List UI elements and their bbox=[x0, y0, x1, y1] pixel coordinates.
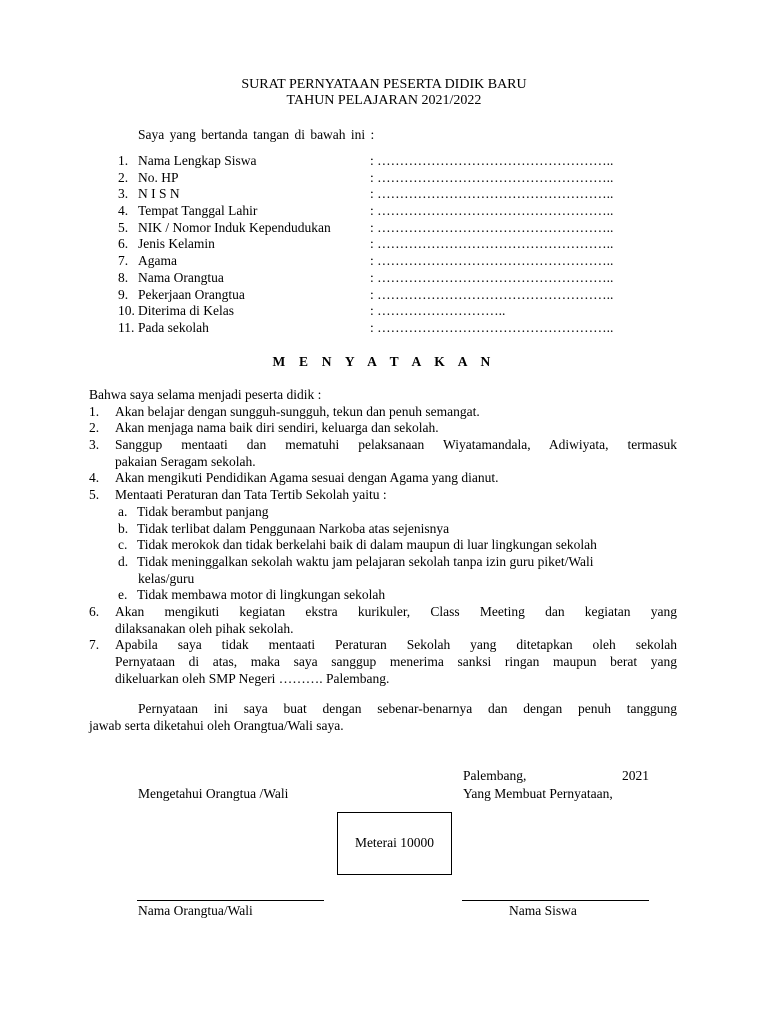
list-item bbox=[89, 404, 677, 421]
list-item bbox=[89, 604, 677, 621]
item-text: Akan menjaga nama baik diri sendiri, keluarga dan sekolah. bbox=[115, 420, 439, 436]
sub-item-letter: d. bbox=[118, 553, 129, 569]
item-text: Pernyataan di atas, maka saya sanggup menerima sanksi ringan maupun berat yang bbox=[115, 654, 677, 669]
parent-signature-line bbox=[137, 900, 324, 901]
item-number: 1. bbox=[89, 403, 100, 419]
field-label: Nama Orangtua bbox=[138, 269, 224, 285]
field-row bbox=[118, 170, 613, 187]
list-item-continuation bbox=[89, 621, 677, 638]
sub-item bbox=[89, 587, 677, 604]
sub-item-letter: c. bbox=[118, 537, 128, 553]
stamp-label: Meterai 10000 bbox=[354, 835, 435, 851]
field-number: 10. bbox=[118, 303, 135, 319]
sub-item bbox=[89, 537, 677, 554]
sub-item-text: Tidak merokok dan tidak berkelahi baik di dalam maupun di luar lingkungan sekolah bbox=[137, 537, 597, 553]
parent-caption: Mengetahui Orangtua /Wali bbox=[138, 786, 289, 801]
list-item bbox=[89, 487, 677, 504]
field-number: 5. bbox=[118, 219, 129, 235]
statement-body bbox=[89, 387, 677, 687]
list-item bbox=[89, 420, 677, 437]
field-label: Diterima di Kelas bbox=[138, 303, 234, 319]
sub-item-continuation: kelas/guru bbox=[138, 570, 195, 586]
field-row bbox=[118, 186, 613, 203]
closing-line: Pernyataan ini saya buat dengan sebenar-benarnya dan dengan penuh tanggung bbox=[138, 701, 677, 716]
item-text: dikeluarkan oleh SMP Negeri ………. Palembang. bbox=[115, 670, 390, 686]
list-item bbox=[89, 437, 677, 454]
item-text: dilaksanakan oleh pihak sekolah. bbox=[115, 620, 294, 636]
sub-item-text: Tidak membawa motor di lingkungan sekolah bbox=[137, 587, 386, 603]
parent-name-label: Nama Orangtua/Wali bbox=[138, 903, 253, 918]
field-row bbox=[118, 220, 613, 237]
statement-intro: Bahwa saya selama menjadi peserta didik : bbox=[89, 387, 322, 402]
field-value: : …………………………………………….. bbox=[370, 153, 614, 168]
field-row bbox=[118, 203, 613, 220]
field-value: : …………………………………………….. bbox=[370, 269, 614, 285]
item-text: Mentaati Peraturan dan Tata Tertib Sekolah yaitu : bbox=[115, 487, 387, 503]
field-value: : …………………………………………….. bbox=[370, 253, 614, 269]
field-number: 2. bbox=[118, 169, 129, 185]
student-signature-line bbox=[462, 900, 649, 901]
field-row bbox=[118, 153, 613, 170]
field-number: 4. bbox=[118, 203, 129, 219]
field-row bbox=[118, 236, 613, 253]
student-caption: Yang Membuat Pernyataan, bbox=[463, 786, 613, 801]
field-label: Pada sekolah bbox=[138, 319, 209, 335]
field-label: N I S N bbox=[138, 186, 180, 202]
stamp-box bbox=[337, 812, 452, 875]
field-value: : ……………………….. bbox=[370, 303, 506, 319]
field-number: 9. bbox=[118, 286, 129, 302]
list-item bbox=[89, 637, 677, 654]
identity-fields bbox=[118, 153, 613, 337]
field-value: : …………………………………………….. bbox=[370, 203, 614, 219]
field-number: 1. bbox=[118, 153, 129, 168]
item-text: pakaian Seragam sekolah. bbox=[115, 453, 256, 469]
document-subtitle: TAHUN PELAJARAN 2021/2022 bbox=[286, 93, 482, 108]
field-row bbox=[118, 303, 613, 320]
item-number: 6. bbox=[89, 603, 100, 619]
field-row bbox=[118, 320, 613, 337]
closing-line: jawab serta diketahui oleh Orangtua/Wali saya. bbox=[89, 717, 344, 733]
field-number: 8. bbox=[118, 269, 129, 285]
field-value: : …………………………………………….. bbox=[370, 169, 614, 185]
sub-item-text: Tidak berambut panjang bbox=[137, 503, 269, 519]
item-number: 7. bbox=[89, 637, 100, 653]
list-item-continuation bbox=[89, 454, 677, 471]
field-value: : …………………………………………….. bbox=[370, 219, 614, 235]
item-text: Akan mengikuti kegiatan ekstra kurikuler, Class Meeting dan kegiatan yang bbox=[115, 603, 677, 619]
field-label: Tempat Tanggal Lahir bbox=[138, 203, 258, 219]
field-value: : …………………………………………….. bbox=[370, 236, 614, 252]
section-heading: M E N Y A T A K A N bbox=[272, 354, 496, 369]
student-name-label: Nama Siswa bbox=[509, 903, 577, 918]
field-label: Jenis Kelamin bbox=[138, 236, 215, 252]
field-number: 7. bbox=[118, 253, 129, 269]
item-text: Apabila saya tidak mentaati Peraturan Sekolah yang ditetapkan oleh sekolah bbox=[115, 637, 677, 653]
item-number: 2. bbox=[89, 420, 100, 436]
field-number: 3. bbox=[118, 186, 129, 202]
item-number: 4. bbox=[89, 470, 100, 486]
sub-item-letter: a. bbox=[118, 503, 128, 519]
item-number: 3. bbox=[89, 437, 100, 453]
field-value: : …………………………………………….. bbox=[370, 286, 614, 302]
field-label: Agama bbox=[138, 253, 177, 269]
item-text: Akan mengikuti Pendidikan Agama sesuai dengan Agama yang dianut. bbox=[115, 470, 499, 486]
field-label: NIK / Nomor Induk Kependudukan bbox=[138, 219, 331, 235]
intro-text: Saya yang bertanda tangan di bawah ini : bbox=[138, 127, 375, 142]
list-item-continuation bbox=[89, 654, 677, 671]
sub-item-text: Tidak terlibat dalam Penggunaan Narkoba atas sejenisnya bbox=[137, 520, 450, 536]
field-label: Pekerjaan Orangtua bbox=[138, 286, 245, 302]
field-row bbox=[118, 253, 613, 270]
field-number: 6. bbox=[118, 236, 129, 252]
closing-paragraph bbox=[89, 701, 677, 734]
item-number: 5. bbox=[89, 487, 100, 503]
field-label: Nama Lengkap Siswa bbox=[138, 153, 257, 168]
sub-item bbox=[89, 521, 677, 538]
item-text: Akan belajar dengan sungguh-sungguh, tekun dan penuh semangat. bbox=[115, 403, 480, 419]
signature-year: 2021 bbox=[622, 768, 649, 783]
field-value: : …………………………………………….. bbox=[370, 319, 614, 335]
list-item-continuation bbox=[89, 671, 677, 688]
field-label: No. HP bbox=[138, 169, 179, 185]
field-row bbox=[118, 270, 613, 287]
signature-place: Palembang, bbox=[463, 768, 527, 783]
sub-item bbox=[89, 554, 677, 571]
document-title: SURAT PERNYATAAN PESERTA DIDIK BARU bbox=[241, 77, 527, 92]
sub-item-letter: b. bbox=[118, 520, 129, 536]
field-value: : …………………………………………….. bbox=[370, 186, 614, 202]
sub-item bbox=[89, 504, 677, 521]
field-row bbox=[118, 287, 613, 304]
item-text: Sanggup mentaati dan mematuhi pelaksanaan Wiyatamandala, Adiwiyata, termasuk bbox=[115, 437, 677, 453]
list-item bbox=[89, 470, 677, 487]
sub-item-text: Tidak meninggalkan sekolah waktu jam pelajaran sekolah tanpa izin guru piket/Wali bbox=[137, 553, 594, 569]
field-number: 11. bbox=[118, 319, 135, 335]
sub-item-letter: e. bbox=[118, 587, 128, 603]
